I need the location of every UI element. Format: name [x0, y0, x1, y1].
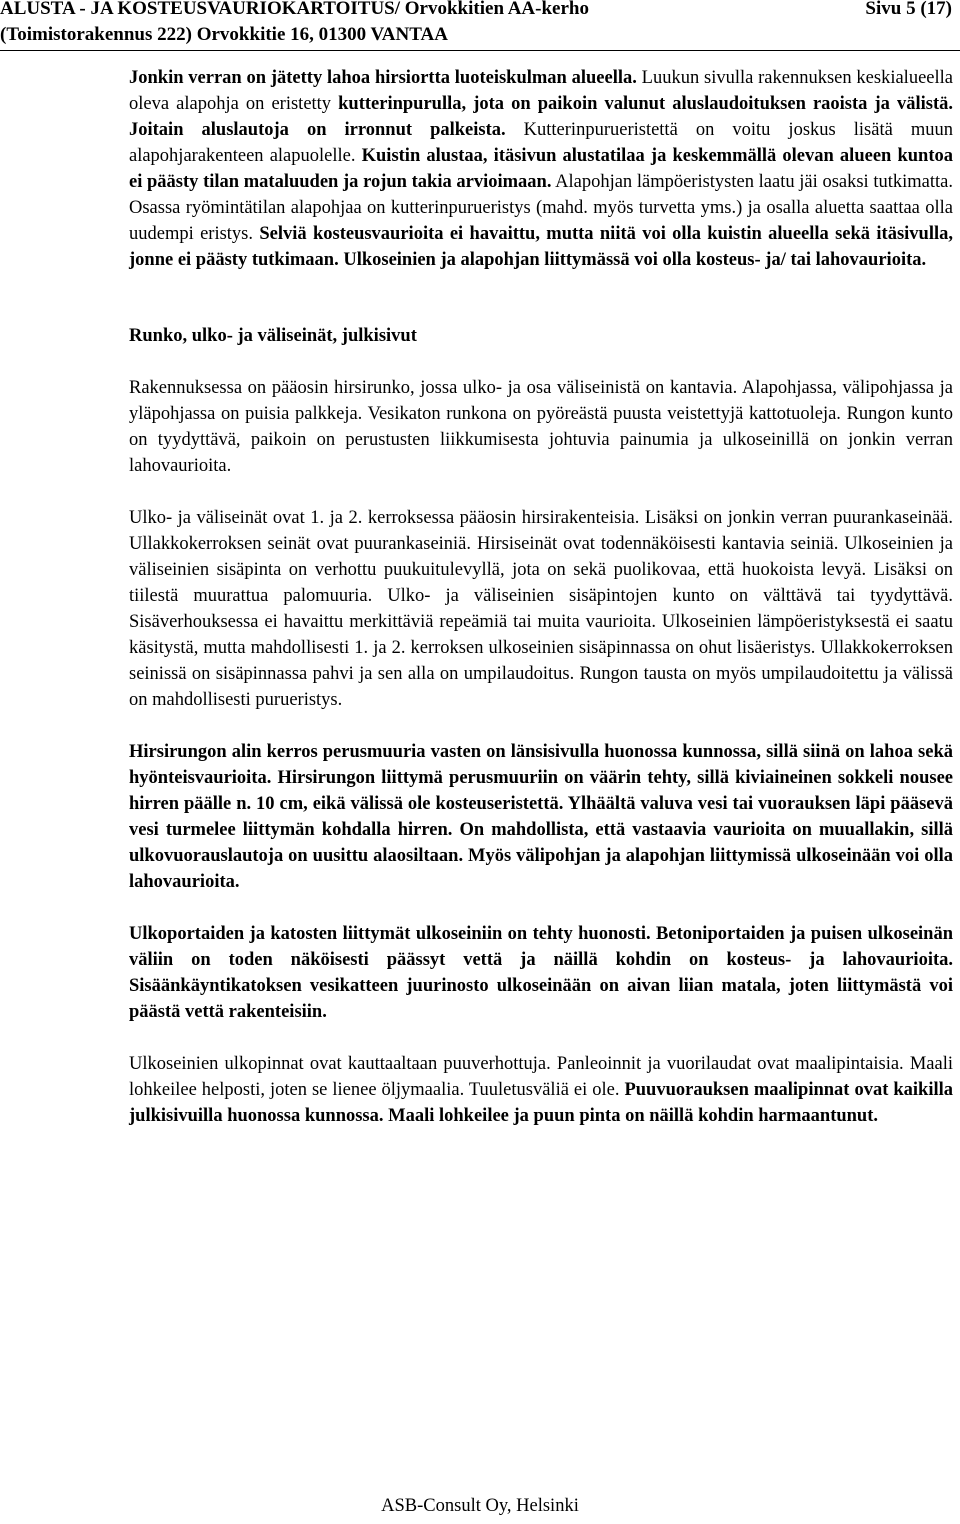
- paragraph-julkisivut: [129, 1051, 953, 1129]
- text-regular: Alapohjan lämpöeristysten laatu jäi osaksi tutkimatta. Osassa ryömintätilan alapohjaa on kutterinpurueristys (mahd. myös turvetta yms.) ja osalla aluetta saattaa olla uudempi eristys.: [129, 172, 953, 244]
- page-number: Sivu 5 (17): [865, 0, 952, 19]
- text-regular: Ulkoseinien ulkopinnat ovat kauttaaltaan puuverhottuja. Panleoinnit ja vuorilaudat ovat maalipintaisia. Maali lohkeilee helposti, joten se lienee öljymaalia. Tuuletusväliä ei ole.: [129, 1054, 953, 1100]
- text-bold: kutterinpurulla, jota on paikoin valunut aluslaudoituksen raoista ja välistä. Joitain aluslautoja on irronnut palkeista.: [129, 94, 953, 140]
- document-body: [129, 65, 953, 1129]
- paragraph-hirsirunko: Hirsirungon alin kerros perusmuuria vasten on länsisivulla huonossa kunnossa, sillä siinä on lahoa sekä hyönteisvaurioita. Hirsirungon liittymä perusmuuriin on väärin tehty, sillä kiviaineinen sokkeli nousee hirren päälle n. 10 cm, eikä välissä ole kosteuseristettä. Ylhäältä valuva vesi tai vuorauksen läpi pääsevä vesi turmelee liittymän kohdalla hirren. On mahdollista, että vastaavia vaurioita on muuallakin, sillä ulkovuorauslautoja on uusittu alaosiltaan. Myös välipohjan ja alapohjan liittymissä ulkoseinään voi olla lahovaurioita.: [129, 742, 953, 892]
- page-footer: ASB-Consult Oy, Helsinki: [381, 1496, 579, 1516]
- paragraph-ulkoportaat: Ulkoportaiden ja katosten liittymät ulkoseiniin on tehty huonosti. Betoniportaiden ja puisen ulkoseinän väliin on toden näköisesti päässyt vettä ja näillä kohdin on kosteus- ja lahovaurioita. Sisäänkäyntikatoksen vesikatteen juurinosto ulkoseinään on aivan liian matala, joten liittymästä voi päästä vettä rakenteisiin.: [129, 924, 953, 1022]
- text-bold: Puuvuorauksen maalipinnat ovat kaikilla julkisivuilla huonossa kunnossa. Maali lohkeilee ja puun pinta on näillä kohdin harmaantunut.: [129, 1080, 953, 1126]
- document-address: (Toimistorakennus 222) Orvokkitie 16, 01300 VANTAA: [0, 24, 448, 45]
- text-bold: Selviä kosteusvaurioita ei havaittu, mutta niitä voi olla kuistin alueella sekä itäsivulla, jonne ei päästy tutkimaan.: [129, 224, 953, 270]
- document-title: ALUSTA - JA KOSTEUSVAURIOKARTOITUS/ Orvokkitien AA-kerho: [0, 0, 589, 19]
- text-bold: Jonkin verran on jätetty lahoa hirsiortta luoteiskulman alueella.: [129, 68, 637, 88]
- text-regular: Luukun sivulla rakennuksen keskialueella oleva alapohja on eristetty: [129, 68, 953, 114]
- header-divider: [0, 50, 960, 51]
- section-heading: Runko, ulko- ja väliseinät, julkisivut: [129, 326, 417, 346]
- paragraph-seinat: Ulko- ja väliseinät ovat 1. ja 2. kerroksessa pääosin hirsirakenteisia. Lisäksi on jonkin verran puurankaseinää. Ullakkokerroksen seinät ovat puurankaseiniä. Hirsiseinät ovat todennäköisesti kantavia seiniä. Ulkoseinien ja väliseinien sisäpinta on verhottu puukuitulevyllä, jota on sekä puolikovaa, että huokoista levyä. Lisäksi on tiilestä muurattua palomuuria. Ulko- ja väliseinien sisäpintojen kunto on välttävä tai tyydyttävä. Sisäverhouksessa ei havaittu merkittäviä repeämiä tai muita vaurioita. Ulkoseinien lämpöeristyksestä ei saatu käsitystä, mutta mahdollisesti 1. ja 2. kerroksen ulkoseinien sisäpinnassa on ohut lisäeristys. Ullakkokerroksen seinissä on sisäpinnassa pahvi ja sen alla on umpilaudoitus. Rungon tausta on myös umpilaudoitettu ja välissä on mahdollisesti purueristys.: [129, 508, 953, 710]
- paragraph-runko: Rakennuksessa on pääosin hirsirunko, jossa ulko- ja osa väliseinistä on kantavia. Alapohjassa, välipohjassa ja yläpohjassa on puisia palkkeja. Vesikaton runkona on pyöreästä puusta veistettyjä kattotuoleja. Rungon kunto on tyydyttävä, paikoin on perustusten liikkumisesta johtuvia painumia ja ulkoseinillä on jonkin verran lahovaurioita.: [129, 378, 953, 476]
- text-bold: Kuistin alustaa, itäsivun alustatilaa ja keskemmällä olevan alueen kuntoa ei päästy tilan mataluuden ja rojun takia arvioimaan.: [129, 146, 953, 192]
- paragraph-alapohja: [129, 65, 953, 273]
- text-regular: Kutterinpurueristettä on voitu joskus lisätä muun alapohjarakenteen alapuolelle.: [129, 120, 953, 166]
- text-bold: Ulkoseinien ja alapohjan liittymässä voi olla kosteus- ja/ tai lahovaurioita.: [338, 250, 927, 270]
